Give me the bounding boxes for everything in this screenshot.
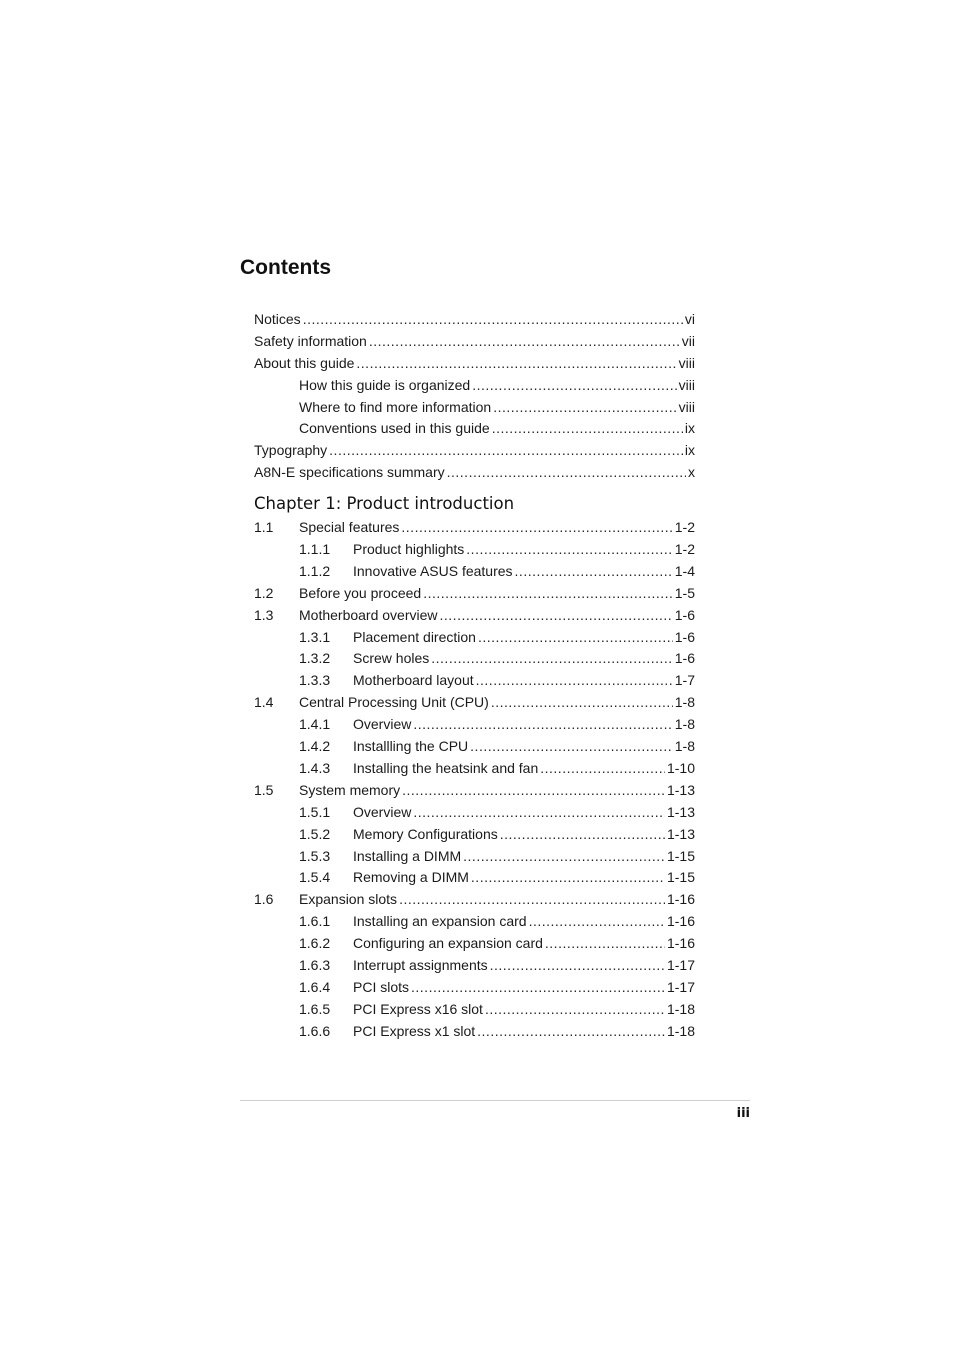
toc-entry-label: Special features — [299, 519, 400, 535]
toc-entry-number: 1.5.1 — [299, 803, 331, 820]
toc-entry-label: Innovative ASUS features — [353, 562, 513, 579]
toc-entry-number: 1.5.4 — [299, 869, 331, 886]
leader-dots — [500, 826, 665, 842]
toc-entry-label: Installling the CPU — [353, 738, 469, 754]
leader-dots — [431, 650, 673, 666]
leader-dots — [492, 420, 683, 436]
toc-entry-label: Installing an expansion card — [353, 913, 527, 930]
leader-dots — [329, 442, 683, 458]
toc-entry-number: 1.4.2 — [299, 738, 331, 754]
leader-dots — [478, 629, 673, 645]
toc-entry[interactable] — [254, 1023, 695, 1045]
toc-entry-label: A8N-E specifications summary — [254, 464, 445, 480]
toc-entry[interactable] — [254, 935, 695, 957]
leader-dots — [402, 782, 665, 798]
toc-entry[interactable] — [254, 563, 695, 585]
toc-entry-page: 1-10 — [666, 759, 695, 776]
toc-entry-number: 1.1 — [254, 519, 274, 535]
toc-entry[interactable] — [254, 869, 695, 891]
toc-entry[interactable] — [254, 541, 695, 563]
page-number: iii — [736, 1106, 750, 1121]
leader-dots — [470, 738, 673, 754]
toc-entry-label: About this guide — [254, 355, 355, 371]
toc-entry-number: 1.2 — [254, 584, 274, 601]
leader-dots — [413, 716, 672, 732]
leader-dots — [471, 869, 665, 885]
toc-entry-label: Screw holes — [353, 650, 430, 667]
toc-entry-label: System memory — [299, 781, 401, 798]
toc-entry-page: 1-18 — [666, 1022, 695, 1039]
toc-entry-number: 1.3.2 — [299, 650, 331, 667]
toc-entry[interactable] — [254, 519, 695, 541]
toc-entry-label: Placement direction — [353, 628, 476, 645]
toc-entry[interactable] — [254, 399, 695, 421]
toc-entry[interactable] — [254, 464, 695, 486]
toc-entry[interactable] — [254, 716, 695, 738]
leader-dots — [485, 1001, 665, 1017]
leader-dots — [411, 979, 665, 995]
toc-entry-label: Motherboard layout — [353, 672, 474, 689]
toc-entry-page: 1-13 — [666, 825, 695, 842]
toc-entry-number: 1.6.3 — [299, 957, 331, 973]
toc-entry-number: 1.4 — [254, 694, 274, 711]
leader-dots — [477, 1023, 665, 1039]
leader-dots — [447, 464, 686, 480]
toc-entry-page: viii — [678, 377, 695, 393]
toc-entry-label: Expansion slots — [299, 891, 398, 908]
leader-dots — [399, 891, 665, 907]
toc-entry-label: How this guide is organized — [299, 377, 471, 393]
leader-dots — [440, 607, 673, 623]
toc-entry[interactable] — [254, 760, 695, 782]
page-title: Contents — [240, 256, 331, 279]
leader-dots — [540, 760, 665, 776]
toc-entry-number: 1.6.4 — [299, 978, 331, 995]
toc-entry-label: Where to find more information — [299, 399, 492, 415]
toc-entry-page: 1-13 — [666, 781, 695, 798]
toc-entry-label: Overview — [353, 716, 412, 733]
toc-entry-label: PCI Express x1 slot — [353, 1022, 476, 1039]
toc-entry-number: 1.4.1 — [299, 716, 331, 733]
toc-entry-label: Overview — [353, 803, 412, 820]
toc-entry-label: Conventions used in this guide — [299, 420, 490, 436]
toc-entry-page: 1-17 — [666, 957, 695, 973]
toc-entry[interactable] — [254, 585, 695, 607]
leader-dots — [413, 804, 665, 820]
toc-entry-page: 1-6 — [674, 650, 695, 667]
leader-dots — [515, 563, 673, 579]
toc-entry[interactable] — [254, 672, 695, 694]
toc-entry[interactable] — [254, 913, 695, 935]
toc-entry[interactable] — [254, 442, 695, 464]
toc-entry-label: Interrupt assignments — [353, 957, 488, 973]
leader-dots — [423, 585, 673, 601]
toc-entry[interactable] — [254, 826, 695, 848]
toc-entry-label: Configuring an expansion card — [353, 935, 543, 952]
toc-entry-label: Product highlights — [353, 540, 465, 557]
toc-entry[interactable] — [254, 979, 695, 1001]
toc-entry-page: 1-16 — [666, 935, 695, 952]
toc-entry[interactable] — [254, 650, 695, 672]
toc-entry[interactable] — [254, 848, 695, 870]
toc-entry-page: x — [688, 464, 695, 480]
toc-entry-page: 1-2 — [674, 519, 695, 535]
toc-entry[interactable] — [254, 694, 695, 716]
leader-dots — [476, 672, 673, 688]
toc-entry-label: PCI Express x16 slot — [353, 1000, 483, 1017]
leader-dots — [303, 311, 683, 327]
toc-entry-page: 1-6 — [674, 606, 695, 623]
toc-entry[interactable] — [254, 804, 695, 826]
toc-entry-page: vi — [684, 311, 695, 327]
toc-entry[interactable] — [254, 333, 695, 355]
toc-entry-page: 1-16 — [666, 891, 695, 908]
toc-entry[interactable] — [254, 311, 695, 333]
leader-dots — [466, 541, 672, 557]
toc-entry[interactable] — [254, 629, 695, 651]
toc-entry-number: 1.6.6 — [299, 1022, 331, 1039]
toc-entry[interactable] — [254, 1001, 695, 1023]
toc-entry[interactable] — [254, 377, 695, 399]
toc-entry-page: 1-8 — [674, 716, 695, 733]
toc-entry-page: 1-13 — [666, 803, 695, 820]
leader-dots — [490, 957, 665, 973]
toc-entry-number: 1.5.2 — [299, 825, 331, 842]
footer-divider — [240, 1100, 750, 1101]
toc-entry-page: 1-5 — [674, 584, 695, 601]
toc-entry-number: 1.6.2 — [299, 935, 331, 952]
toc-entry[interactable] — [254, 782, 695, 804]
toc-entry-page: 1-15 — [666, 869, 695, 886]
toc-entry-number: 1.6.5 — [299, 1000, 331, 1017]
toc-entry-number: 1.3 — [254, 606, 274, 623]
toc-entry-label: Typography — [254, 442, 328, 458]
toc-entry-page: ix — [684, 442, 695, 458]
leader-dots — [401, 519, 672, 535]
toc-entry[interactable] — [254, 355, 695, 377]
toc-entry-number: 1.1.2 — [299, 562, 331, 579]
toc-entry-page: viii — [678, 399, 695, 415]
leader-dots — [356, 355, 676, 371]
toc-entry-number: 1.1.1 — [299, 540, 331, 557]
toc-entry-number: 1.6 — [254, 891, 274, 908]
toc-entry-page: 1-8 — [674, 694, 695, 711]
chapter-heading: Chapter 1: Product introduction — [254, 494, 515, 513]
toc-entry-number: 1.5.3 — [299, 847, 331, 864]
toc-entry-number: 1.5 — [254, 781, 274, 798]
toc-entry-number: 1.4.3 — [299, 759, 331, 776]
toc-entry-page: 1-2 — [674, 540, 695, 557]
toc-entry[interactable] — [254, 891, 695, 913]
leader-dots — [369, 333, 680, 349]
toc-entry-page: 1-15 — [666, 847, 695, 864]
toc-entry-label: PCI slots — [353, 978, 410, 995]
toc-entry[interactable] — [254, 957, 695, 979]
toc-entry-label: Before you proceed — [299, 584, 422, 601]
leader-dots — [472, 377, 676, 393]
toc-entry-label: Installing the heatsink and fan — [353, 759, 539, 776]
toc-entry[interactable] — [254, 607, 695, 629]
toc-entry-label: Memory Configurations — [353, 825, 498, 842]
leader-dots — [463, 848, 665, 864]
leader-dots — [529, 913, 665, 929]
toc-entry-label: Motherboard overview — [299, 606, 438, 623]
leader-dots — [491, 694, 673, 710]
toc-entry-number: 1.6.1 — [299, 913, 331, 930]
toc-entry-page: 1-8 — [674, 738, 695, 754]
toc-entry-page: 1-7 — [674, 672, 695, 689]
toc-entry-page: 1-4 — [674, 562, 695, 579]
leader-dots — [493, 399, 676, 415]
toc-entry-page: 1-17 — [666, 978, 695, 995]
toc-entry-label: Central Processing Unit (CPU) — [299, 694, 489, 711]
toc-entry-label: Notices — [254, 311, 301, 327]
toc-entry[interactable] — [254, 738, 695, 760]
toc-entry-number: 1.3.1 — [299, 628, 331, 645]
toc-entry-number: 1.3.3 — [299, 672, 331, 689]
toc-entry-label: Removing a DIMM — [353, 869, 469, 886]
toc-entry-page: 1-18 — [666, 1000, 695, 1017]
toc-entry-page: viii — [678, 355, 695, 371]
toc-entry-label: Installing a DIMM — [353, 847, 462, 864]
toc-entry[interactable] — [254, 420, 695, 442]
toc-entry-page: vii — [681, 333, 695, 349]
toc-entry-page: 1-6 — [674, 628, 695, 645]
toc-entry-page: ix — [684, 420, 695, 436]
toc-entry-page: 1-16 — [666, 913, 695, 930]
toc-entry-label: Safety information — [254, 333, 367, 349]
leader-dots — [545, 935, 665, 951]
